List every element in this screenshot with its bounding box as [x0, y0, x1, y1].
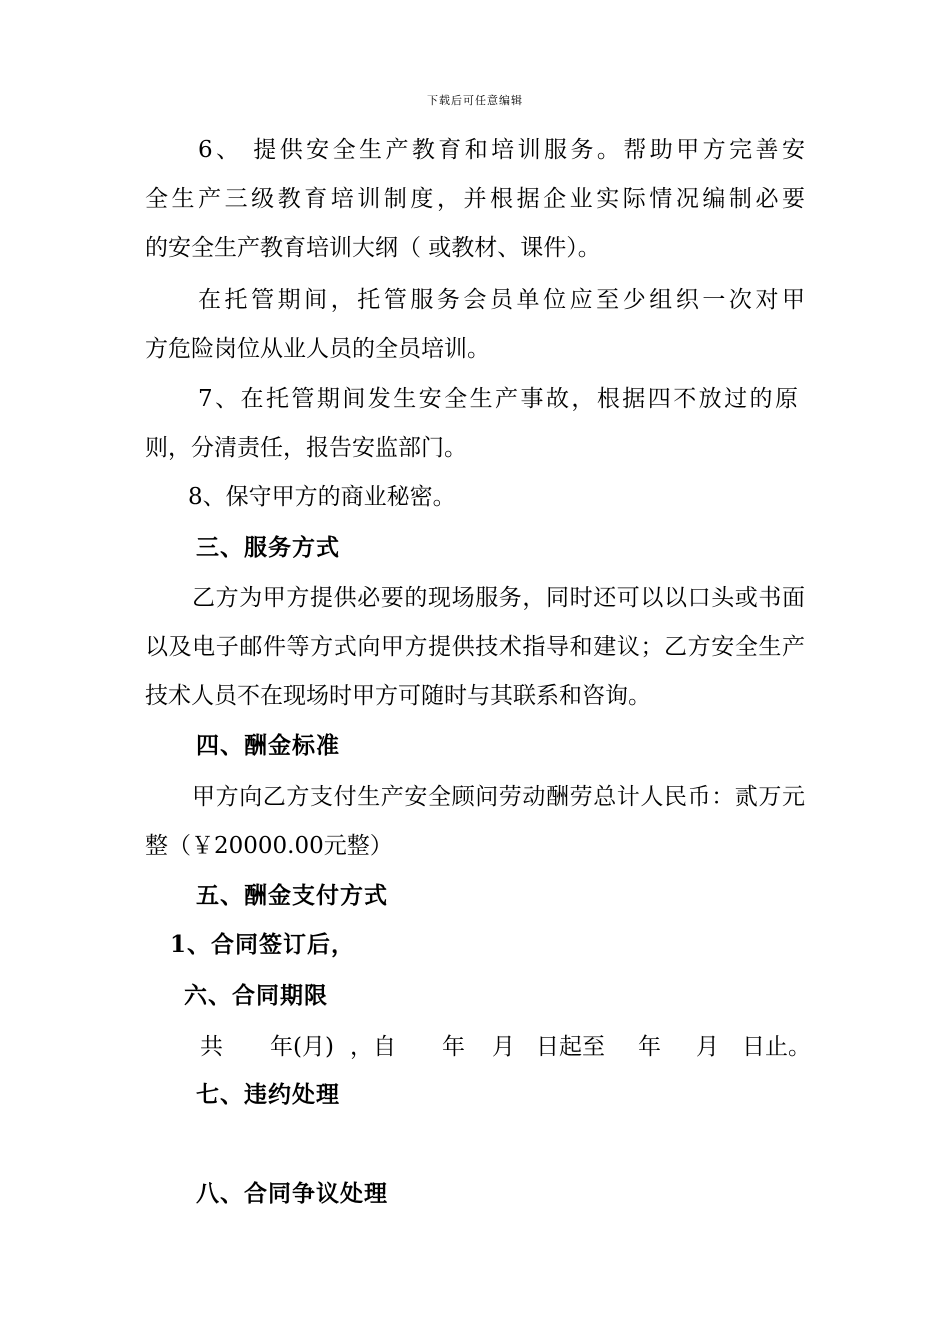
section3-line3: 技术人员不在现场时甲方可随时与其联系和咨询。 — [145, 683, 651, 709]
item8-line: 8、保守甲方的商业秘密。 — [188, 484, 456, 510]
term-from: ，自 — [350, 1034, 396, 1060]
section5-heading: 五、酬金支付方式 — [196, 882, 388, 909]
term-gong: 共 — [200, 1034, 223, 1060]
item6-line3: 的安全生产教育培训大纲（ 或教材、课件）。 — [145, 235, 601, 261]
section4-heading: 四、酬金标准 — [196, 732, 340, 759]
section4-line2: 整（￥20000.00元整） — [145, 833, 393, 859]
item6-line1: 6、 提供安全生产教育和培训服务。帮助甲方完善安 — [198, 137, 805, 163]
contract-term-line — [200, 1032, 810, 1062]
section3-heading: 三、服务方式 — [196, 534, 340, 561]
item6-line2: 全生产三级教育培训制度，并根据企业实际情况编制必要 — [145, 186, 805, 212]
item6-note-line2: 方危险岗位从业人员的全员培训。 — [145, 336, 490, 362]
item7-line1: 7、在托管期间发生安全生产事故，根据四不放过的原 — [198, 386, 798, 412]
section6-heading: 六、合同期限 — [184, 982, 328, 1009]
term-day2-end: 日止。 — [742, 1034, 811, 1060]
section7-heading: 七、违约处理 — [196, 1081, 340, 1108]
item7-line2: 则，分清责任，报告安监部门。 — [145, 435, 467, 461]
section8-heading: 八、合同争议处理 — [196, 1180, 388, 1207]
item6-note-line1: 在托管期间，托管服务会员单位应至少组织一次对甲 — [198, 287, 805, 313]
term-month2: 月 — [696, 1034, 719, 1060]
section4-line1: 甲方向乙方支付生产安全顾问劳动酬劳总计人民币：贰万元 — [192, 784, 805, 810]
header-note: 下载后可任意编辑 — [427, 94, 523, 107]
term-years: 年(月) — [270, 1034, 334, 1060]
term-year2: 年 — [638, 1034, 661, 1060]
section5-item1: 1、合同签订后， — [170, 931, 356, 958]
section3-line2: 以及电子邮件等方式向甲方提供技术指导和建议；乙方安全生产 — [145, 634, 805, 660]
term-day1-from: 日起至 — [536, 1034, 605, 1060]
term-year1: 年 — [442, 1034, 465, 1060]
term-month1: 月 — [492, 1034, 515, 1060]
section3-line1: 乙方为甲方提供必要的现场服务，同时还可以以口头或书面 — [192, 585, 805, 611]
